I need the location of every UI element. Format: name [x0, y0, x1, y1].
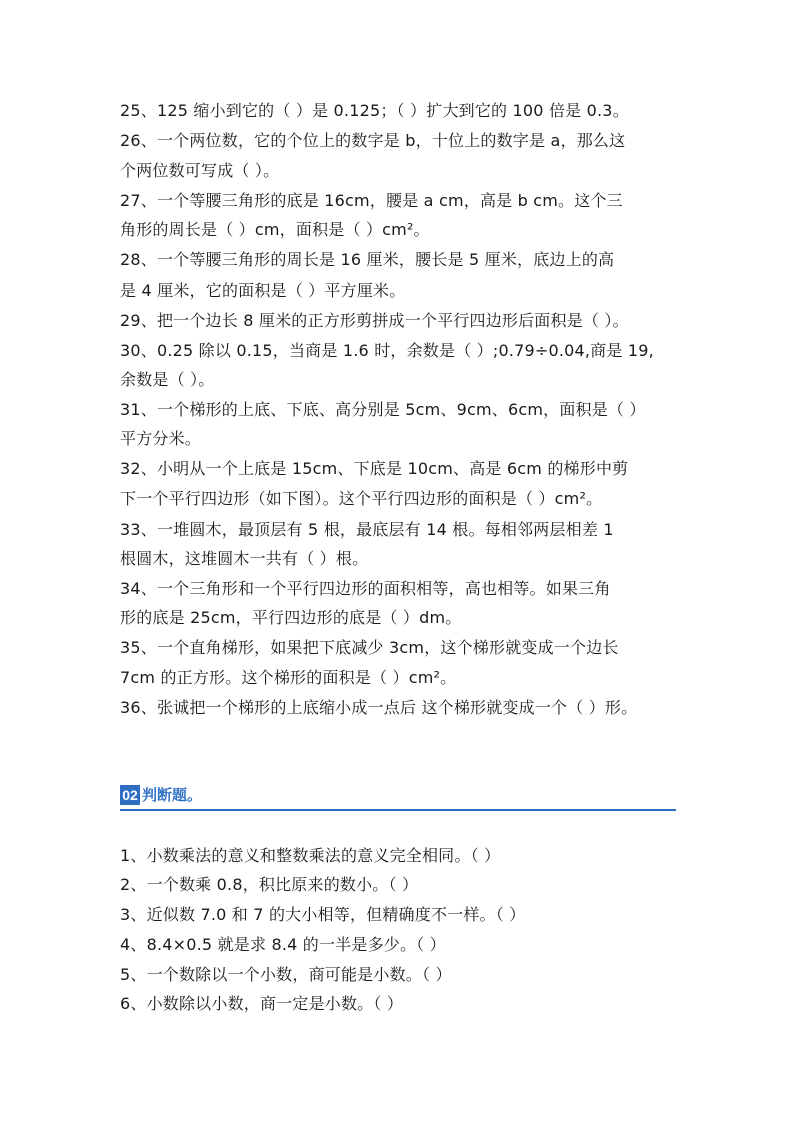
question-33-line-1: 33、一堆圆木，最顶层有 5 根，最底层有 14 根。每相邻两层相差 1 [120, 520, 614, 539]
section-number-badge: 02 [120, 785, 140, 805]
question-32-line-1: 32、小明从一个上底是 15cm、下底是 10cm、高是 6cm 的梯形中剪 [120, 459, 629, 478]
question-34-line-2: 形的底是 25cm，平行四边形的底是（ ）dm。 [120, 608, 462, 627]
judgement-item: 5、一个数除以一个小数，商可能是小数。（ ） [120, 965, 452, 984]
question-25-line-1: 25、125 缩小到它的（ ）是 0.125；（ ）扩大到它的 100 倍是 0.3。 [120, 101, 629, 120]
question-31-line-1: 31、一个梯形的上底、下底、高分别是 5cm、9cm、6cm，面积是（ ） [120, 400, 646, 419]
section-title: 判断题。 [142, 786, 203, 804]
judgement-item: 2、一个数乘 0.8，积比原来的数小。（ ） [120, 875, 419, 894]
question-27-line-1: 27、一个等腰三角形的底是 16cm，腰是 a cm，高是 b cm。这个三 [120, 191, 623, 210]
question-34-line-1: 34、一个三角形和一个平行四边形的面积相等，高也相等。如果三角 [120, 579, 611, 598]
question-27-line-2: 角形的周长是（ ）cm，面积是（ ）cm²。 [120, 220, 430, 239]
section-header-judgement [120, 783, 676, 811]
question-29-line-1: 29、把一个边长 8 厘米的正方形剪拼成一个平行四边形后面积是（ ）。 [120, 311, 629, 330]
judgement-item: 6、小数除以小数，商一定是小数。（ ） [120, 994, 404, 1013]
question-30-line-2: 余数是（ ）。 [120, 370, 215, 389]
question-26-line-2: 个两位数可写成（ ）。 [120, 161, 280, 180]
question-32-line-2: 下一个平行四边形（如下图）。这个平行四边形的面积是（ ）cm²。 [120, 489, 603, 508]
question-33-line-2: 根圆木，这堆圆木一共有（ ）根。 [120, 549, 369, 568]
question-35-line-2: 7cm 的正方形。这个梯形的面积是（ ）cm²。 [120, 668, 457, 687]
question-28-line-2: 是 4 厘米，它的面积是（ ）平方厘米。 [120, 281, 406, 300]
judgement-item: 4、8.4×0.5 就是求 8.4 的一半是多少。（ ） [120, 935, 446, 954]
question-36-line-1: 36、张诚把一个梯形的上底缩小成一点后 这个梯形就变成一个（ ）形。 [120, 698, 638, 717]
question-35-line-1: 35、一个直角梯形，如果把下底减少 3cm，这个梯形就变成一个边长 [120, 638, 619, 657]
question-31-line-2: 平方分米。 [120, 429, 202, 448]
question-28-line-1: 28、一个等腰三角形的周长是 16 厘米，腰长是 5 厘米，底边上的高 [120, 250, 615, 269]
judgement-item: 1、小数乘法的意义和整数乘法的意义完全相同。（ ） [120, 846, 501, 865]
question-30-line-1: 30、0.25 除以 0.15，当商是 1.6 时，余数是（ ）;0.79÷0.04,商是 19, [120, 341, 654, 360]
question-26-line-1: 26、一个两位数，它的个位上的数字是 b，十位上的数字是 a，那么这 [120, 131, 626, 150]
judgement-item: 3、近似数 7.0 和 7 的大小相等，但精确度不一样。（ ） [120, 905, 526, 924]
